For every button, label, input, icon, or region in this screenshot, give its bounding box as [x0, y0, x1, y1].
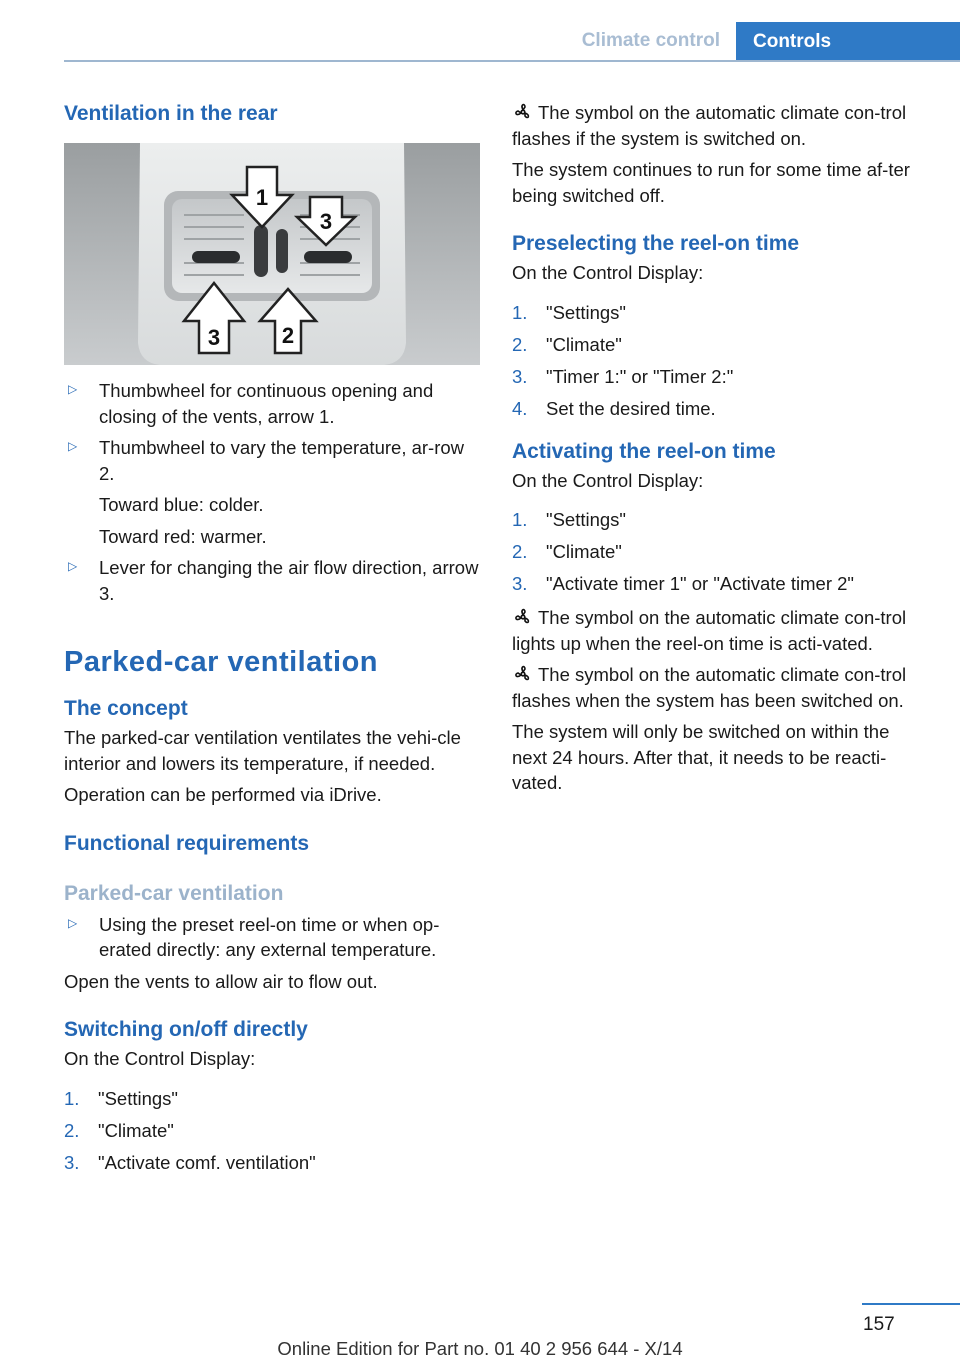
- list-item: 2. "Climate": [64, 1119, 174, 1141]
- list-item: 2. "Climate": [512, 541, 622, 562]
- control-display-intro: On the Control Display:: [512, 262, 704, 283]
- list-item: 3. "Activate comf. ventilation": [64, 1151, 316, 1173]
- list-item: 3. "Timer 1:" or "Timer 2:": [512, 365, 734, 387]
- right-column: [512, 100, 926, 796]
- control-display-intro: On the Control Display:: [512, 469, 704, 491]
- list-item: 1. "Settings": [512, 301, 626, 323]
- 24-hours-paragraph: The system will only be switched on within the next 24 hours. After that, it needs to be reacti-vated.: [512, 721, 890, 793]
- list-item: 4. Set the desired time.: [512, 397, 716, 419]
- bullet-triangle-icon: ▷: [68, 382, 78, 396]
- list-item: ▷ Thumbwheel to vary the temperature, ar-row 2. Toward blue: colder. Toward red: warmer.: [68, 437, 465, 547]
- arrow-label-1: 1: [255, 185, 269, 210]
- page-number: 157: [863, 1314, 895, 1335]
- header-chapter-tab: Controls: [736, 22, 960, 62]
- list-item: ▷ Lever for changing the air flow direction, arrow 3.: [68, 557, 479, 604]
- open-vents-paragraph: Open the vents to allow air to flow out.: [64, 970, 378, 992]
- left-column: [64, 100, 482, 1182]
- continues-paragraph: The system continues to run for some time af-ter being switched off.: [512, 159, 910, 206]
- arrow-label-2: 2: [281, 323, 295, 348]
- activating-heading: Activating the reel-on time: [512, 439, 776, 463]
- requirements-list: [64, 912, 482, 963]
- arrow-label-3-left: 3: [207, 325, 221, 350]
- symbol-flashes-on-paragraph: The symbol on the automatic climate con-trol flashes when the system has been switched on.: [512, 664, 907, 711]
- functional-requirements-heading: Functional requirements: [64, 831, 310, 855]
- fan-icon: [512, 665, 534, 683]
- list-item: 1. "Settings": [64, 1087, 178, 1109]
- rear-vent-photo: [64, 143, 480, 365]
- edition-footer: Online Edition for Part no. 01 40 2 956 644 - X/14: [277, 1338, 683, 1359]
- bullet-triangle-icon: ▷: [68, 559, 78, 573]
- bullet-triangle-icon: ▷: [68, 915, 78, 930]
- parked-car-ventilation-heading: Parked-car ventilation: [64, 646, 378, 678]
- concept-paragraph: The parked-car ventilation ventilates the vehi-cle interior and lowers its temperature, if needed.: [64, 727, 461, 774]
- parked-car-ventilation-subheading: Parked-car ventilation: [64, 881, 284, 905]
- idrive-paragraph: Operation can be performed via iDrive.: [64, 784, 382, 805]
- preselecting-heading: Preselecting the reel-on time: [512, 232, 800, 255]
- list-item: ▷ Using the preset reel-on time or when op-erated directly: any external temperature.: [68, 913, 440, 960]
- switching-steps: [64, 1086, 482, 1182]
- activating-steps: [512, 507, 926, 603]
- rear-vent-illustration: [64, 143, 480, 365]
- list-item: 3. "Activate timer 1" or "Activate timer 2": [512, 573, 854, 594]
- bullet-triangle-icon: ▷: [68, 439, 78, 453]
- arrow-label-3-right: 3: [319, 209, 333, 234]
- header-rule: [64, 60, 960, 62]
- symbol-lights-paragraph: The symbol on the automatic climate con-trol lights up when the reel-on time is acti-vated.: [512, 607, 907, 654]
- preselecting-steps: [512, 300, 926, 428]
- fan-icon: [512, 608, 534, 626]
- fan-icon: [512, 103, 534, 121]
- concept-heading: The concept: [64, 697, 188, 720]
- vent-controls-list: [64, 378, 482, 606]
- control-display-intro: On the Control Display:: [64, 1048, 256, 1069]
- ventilation-rear-heading: Ventilation in the rear: [64, 102, 278, 125]
- page-number-rule: [862, 1303, 960, 1305]
- list-item: ▷ Thumbwheel for continuous opening and closing of the vents, arrow 1.: [68, 380, 434, 427]
- symbol-flashes-paragraph: The symbol on the automatic climate con-trol flashes if the system is switched on.: [512, 102, 907, 149]
- list-item: 2. "Climate": [512, 333, 622, 355]
- list-item: 1. "Settings": [512, 509, 626, 530]
- header-section-title: Climate control: [581, 30, 720, 51]
- switching-heading: Switching on/off directly: [64, 1018, 308, 1041]
